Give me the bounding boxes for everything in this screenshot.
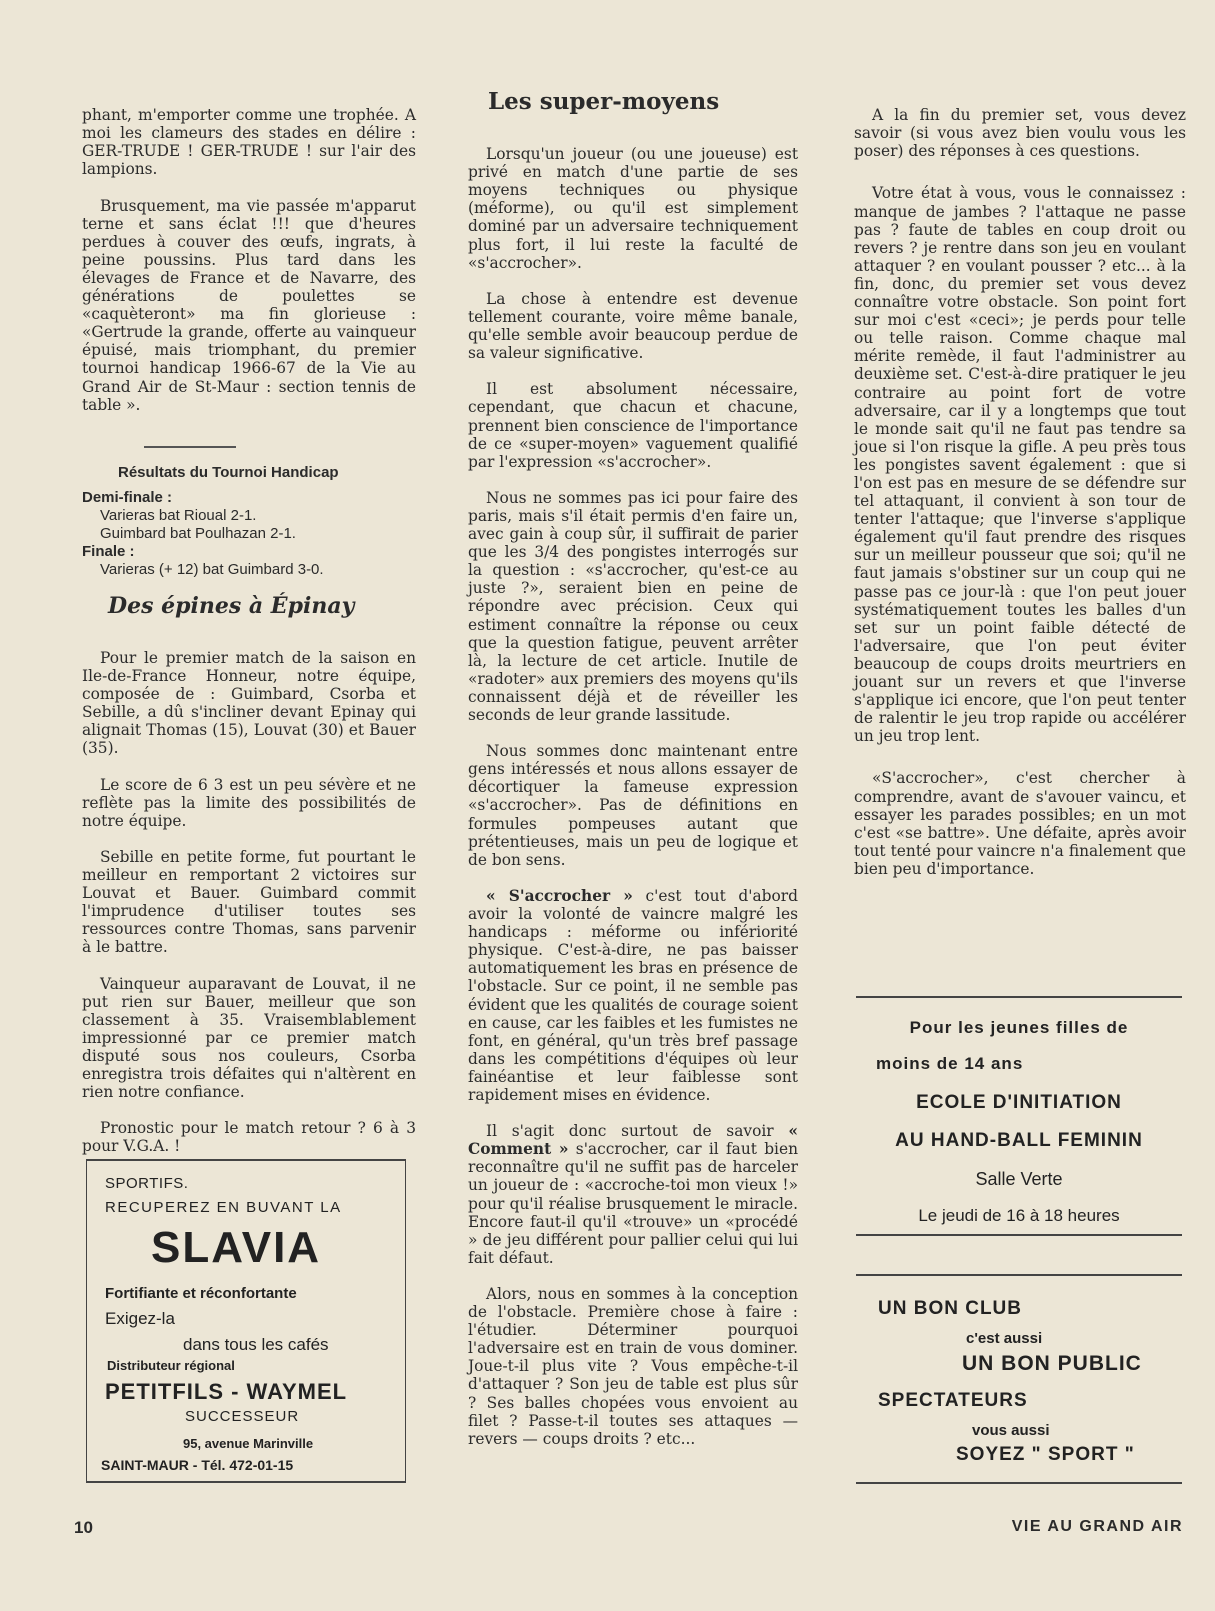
ad-line: SPORTIFS. bbox=[105, 1175, 189, 1192]
divider bbox=[144, 446, 236, 448]
result-line: Varieras (+ 12) bat Guimbard 3-0. bbox=[100, 560, 324, 578]
paragraph bbox=[468, 1122, 798, 1267]
paragraph: Le score de 6 3 est un peu sévère et ne reflète pas la limite des possibilités de notre équipe. bbox=[82, 775, 416, 830]
results-title: Résultats du Tournoi Handicap bbox=[118, 463, 339, 481]
paragraph: Nous sommes donc maintenant entre gens intéressés et nous allons essayer de décortiquer la fameuse expression «s'accrocher». Pas de définitions en formules pompeuses autant que prétentieuses, mais un peu de logique et de bon sens. bbox=[468, 742, 798, 869]
ad-line: Pour les jeunes filles de bbox=[909, 1018, 1129, 1037]
ad-line: UN BON CLUB bbox=[878, 1298, 1022, 1319]
super-moyens-continued bbox=[854, 88, 1186, 896]
super-moyens-article bbox=[468, 127, 798, 1466]
column-left bbox=[82, 88, 416, 1174]
ad-line: PETITFILS - WAYMEL bbox=[105, 1379, 348, 1404]
paragraph: Brusquement, ma vie passée m'apparut terne et sans éclat !!! que d'heures perdues à couver des œufs, ingrats, à peine poussins. Plus tard dans les élevages de France et de Navarre, des générations de poulettes se «caquèteront» ma fin glorieuse : «Gertrude la grande, offerte au vainqueur épuisé, mais triomphant, du premier tournoi handicap 1966-67 de la Vie au Grand Air de St-Maur : section tennis de table ». bbox=[82, 196, 416, 414]
ad-line: SPECTATEURS bbox=[878, 1390, 1028, 1411]
ad-line: Distributeur régional bbox=[107, 1358, 235, 1373]
ad-brand: SLAVIA bbox=[151, 1223, 322, 1272]
ad-line: SUCCESSEUR bbox=[185, 1408, 300, 1425]
paragraph: Votre état à vous, vous le connaissez : manque de jambes ? l'attaque ne passe pas ? faute de tables en coup droit ou revers ? je rentre dans son jeu en voulant attaquer ? en voulant pousser ? etc... à la fin, donc, du premier set vous devez connaître votre obstacle. Son point fort sur moi c'est «ceci»; je perds pour telle ou telle raison. Comme chaque mal mérite remède, il faut l'administrer au deuxième set. C'est-à-dire pratiquer le jeu contraire au point fort de votre adversaire, car il y a longtemps que tout le monde sait qu'il ne faut pas tendre sa joue si l'on risque la gifle. A peu près tous les pongistes savent également : que si l'on est pas en mesure de se défendre sur tel attaquant, il convient à son tour de tenter l'attaque; que l'inverse s'applique également qu'il faut prendre des risques sur un meilleur pousseur que soi; qu'il ne faut jamais s'obstiner sur un coup qui ne passe pas ce jour-là : que l'on peut jouer systématiquement toutes les balles d'un set sur un point faible détecté de l'adversaire, que l'on peut éviter beaucoup de coups droits meurtriers en jouant sur un revers et que l'inverse s'applique ici encore, que l'on peut tenter de ralentir le jeu trop rapide ou accélérer un jeu trop lent. bbox=[854, 184, 1186, 746]
slavia-advertisement bbox=[86, 1159, 406, 1483]
magazine-name: VIE AU GRAND AIR bbox=[1011, 1518, 1183, 1535]
paragraph: Pronostic pour le match retour ? 6 à 3 pour V.G.A. ! bbox=[82, 1119, 416, 1156]
article-title: Des épines à Épinay bbox=[108, 592, 355, 619]
paragraph: Vainqueur auparavant de Louvat, il ne put rien sur Bauer, meilleur que son classement à 35. Vraisemblablement impressionné par ce premier match disputé sous nos couleurs, Csorba enregistra trois défaites qui n'altèrent en rien notre confiance. bbox=[82, 974, 416, 1102]
column-right bbox=[854, 88, 1186, 896]
article-title: Les super-moyens bbox=[488, 88, 720, 115]
ad-line: SOYEZ " SPORT " bbox=[956, 1444, 1135, 1465]
paragraph: Sebille en petite forme, fut pourtant le meilleur en remportant 2 victoires sur Louvat et Bauer. Guimbard commit l'imprudence d'utiliser toutes ses ressources contre Thomas, sans parvenir à le battre. bbox=[82, 847, 416, 957]
paragraph-text: Il s'agit donc surtout de savoir bbox=[486, 1122, 789, 1141]
ad-line: Fortifiante et réconfortante bbox=[105, 1285, 297, 1302]
bold-lead: « S'accrocher » bbox=[486, 886, 633, 905]
column-middle bbox=[468, 88, 798, 1466]
result-line: Varieras bat Rioual 2-1. bbox=[100, 506, 257, 524]
paragraph: Nous ne sommes pas ici pour faire des paris, mais s'il était permis d'en faire un, avec gain à coup sûr, il suffirait de parier que les 3/4 des pongistes interrogés sur la question : «s'accrocher, qu'est-ce au juste ?», seraient bien en peine de répondre avec précision. Ceux qui estiment connaître la réponse ou ceux que la question fatigue, peuvent arrêter là, la lecture de cet article. Inutile de «radoter» aux premiers des moyens qu'ils connaissent déjà et de réveiller les seconds de leur grande lassitude. bbox=[468, 488, 798, 724]
paragraph: La chose à entendre est devenue tellement courante, voire même banale, qu'elle semble avoir beaucoup perdue de sa valeur significative. bbox=[468, 289, 798, 363]
final-label: Finale : bbox=[82, 542, 135, 560]
paragraph: phant, m'emporter comme une trophée. A moi les clameurs des stades en délire : GER-TRUDE ! GER-TRUDE ! sur l'air des lampions. bbox=[82, 106, 416, 179]
ad-line: 95, avenue Marinville bbox=[183, 1436, 314, 1451]
paragraph: Pour le premier match de la saison en Ile-de-France Honneur, notre équipe, composée de : Guimbard, Csorba et Sebille, a dû s'incliner devant Epinay qui alignait Thomas (15), Louvat (30) et Bauer (35). bbox=[82, 648, 416, 758]
ad-line: c'est aussi bbox=[966, 1330, 1043, 1347]
gertrude-article bbox=[82, 88, 416, 432]
ad-line: Le jeudi de 16 à 18 heures bbox=[918, 1206, 1120, 1225]
page-number: 10 bbox=[74, 1518, 93, 1537]
ad-line: dans tous les cafés bbox=[183, 1335, 329, 1354]
handball-advertisement bbox=[856, 996, 1182, 1236]
ad-line: vous aussi bbox=[972, 1422, 1050, 1439]
ad-line: RECUPEREZ EN BUVANT LA bbox=[105, 1199, 342, 1216]
paragraph: Alors, nous en sommes à la conception de l'obstacle. Première chose à faire : l'étudier. Déterminer pourquoi l'adversaire est en train de vous dominer. Joue-t-il plus vite ? Vous empêche-t-il d'attaquer ? Son jeu de table est plus sûr ? Ses balles chopées vous envoient au filet ? Passe-t-il toutes ses attaques — revers — coups droits ? etc... bbox=[468, 1285, 798, 1448]
ad-line: Salle Verte bbox=[975, 1169, 1063, 1189]
epinay-article bbox=[82, 631, 416, 1174]
results-list bbox=[82, 489, 416, 579]
ad-line: Exigez-la bbox=[105, 1309, 175, 1328]
ad-line: UN BON PUBLIC bbox=[962, 1352, 1142, 1375]
paragraph: A la fin du premier set, vous devez savoir (si vous avez bien voulu vous les poser) des réponses à ces questions. bbox=[854, 106, 1186, 161]
semi-final-label: Demi-finale : bbox=[82, 488, 173, 506]
result-line: Guimbard bat Poulhazan 2-1. bbox=[100, 524, 296, 542]
ad-line: SAINT-MAUR - Tél. 472-01-15 bbox=[101, 1457, 294, 1473]
paragraph-text: c'est tout d'abord avoir la volonté de vaincre malgré les handicaps : méforme ou infériorité physique. C'est-à-dire, ne pas baisser automatiquement les bras en présence de l'obstacle. Sur ce point, il ne semble pas évident que les qualités de courage soient en cause, car les faibles et les fumistes ne font, en général, qu'un très bref passage dans les compétitions d'équipes où leur fainéantise et leur faiblesse sont rapidement mises en évidence. bbox=[468, 886, 798, 1104]
paragraph: «S'accrocher», c'est chercher à comprendre, avant de s'avouer vaincu, et essayer les parades possibles; en un mot c'est «se battre». Une défaite, après avoir tout tenté pour vaincre n'a finalement que bien peu d'importance. bbox=[854, 769, 1186, 878]
bold-lead: « Comment » bbox=[468, 1122, 798, 1159]
paragraph bbox=[468, 887, 798, 1104]
ad-line: AU HAND-BALL FEMININ bbox=[895, 1130, 1143, 1151]
paragraph: Lorsqu'un joueur (ou une joueuse) est privé en match d'une partie de ses moyens techniques ou physique (méforme), ou qu'il est simplement dominé par un adversaire techniquement plus fort, il lui reste la faculté de «s'accrocher». bbox=[468, 145, 798, 272]
ad-line: moins de 14 ans bbox=[876, 1054, 1024, 1073]
paragraph-text: s'accrocher, car il faut bien reconnaître qu'il ne suffit pas de harceler un joueur de : «accroche-toi mon vieux !» pour qu'il réalise brusquement le miracle. Encore faut-il qu'il «trouve» un «procédé » de jeu différent pour pallier celui qui lui fait défaut. bbox=[468, 1140, 798, 1267]
paragraph: Il est absolument nécessaire, cependant, que chacun et chacune, prennent bien conscience de l'importance de ce «super-moyen» vaguement qualifié par l'expression «s'accrocher». bbox=[468, 380, 798, 471]
ad-line: ECOLE D'INITIATION bbox=[916, 1092, 1122, 1113]
club-advertisement bbox=[856, 1274, 1182, 1484]
